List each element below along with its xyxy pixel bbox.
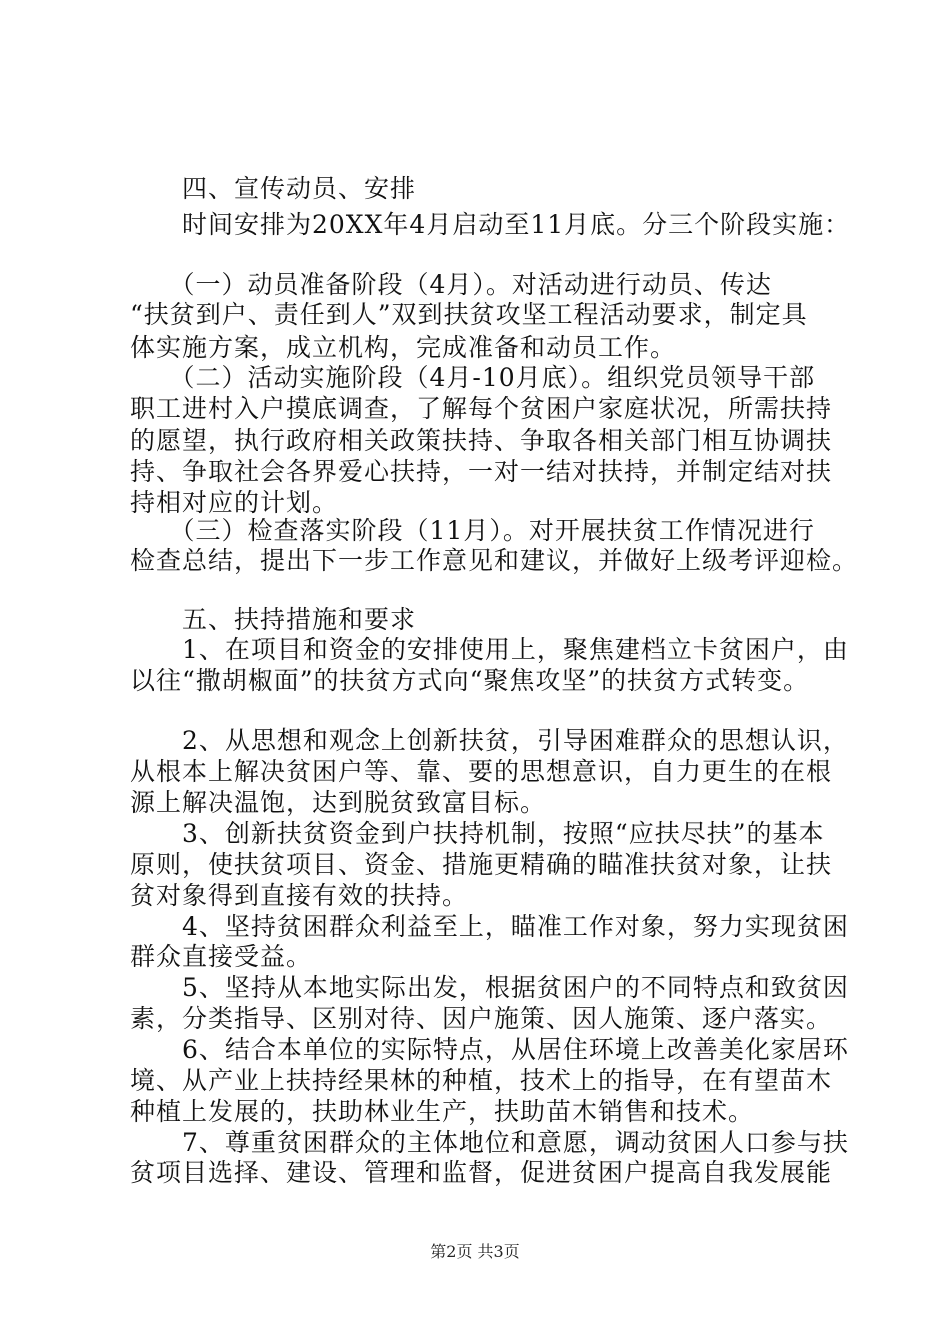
paragraph-line: 贫项目选择、建设、管理和监督，促进贫困户提高自我发展能 [130,1158,833,1187]
paragraph-line: 5、坚持从本地实际出发，根据贫困户的不同特点和致贫因 [130,973,849,1002]
paragraph-line: 体实施方案，成立机构，完成准备和动员工作。 [130,333,677,362]
paragraph-line: 群众直接受益。 [130,942,313,971]
paragraph-line: “扶贫到户、责任到人”双到扶贫攻坚工程活动要求，制定具 [130,300,808,329]
section-heading-5: 五、扶持措施和要求 [130,605,417,634]
page-footer: 第2页 共3页 [430,1242,520,1261]
paragraph-line: （一）动员准备阶段（4月）。对活动进行动员、传达 [130,270,772,299]
paragraph-line: 原则，使扶贫项目、资金、措施更精确的瞄准扶贫对象，让扶 [130,850,833,879]
paragraph-line: 时间安排为20XX年4月启动至11月底。分三个阶段实施： [130,210,851,239]
paragraph-line: 7、尊重贫困群众的主体地位和意愿，调动贫困人口参与扶 [130,1128,849,1157]
paragraph-line: （二）活动实施阶段（4月-10月底）。组织党员领导干部 [130,363,816,392]
paragraph-line: 持、争取社会各界爱心扶持，一对一结对扶持，并制定结对扶 [130,457,833,486]
paragraph-line: 职工进村入户摸底调查，了解每个贫困户家庭状况，所需扶持 [130,394,833,423]
paragraph-line: 检查总结，提出下一步工作意见和建议，并做好上级考评迎检。 [130,546,859,575]
paragraph-line: 素，分类指导、区别对待、因户施策、因人施策、逐户落实。 [130,1004,833,1033]
paragraph-line: 4、坚持贫困群众利益至上，瞄准工作对象，努力实现贫困 [130,912,849,941]
paragraph-line: 1、在项目和资金的安排使用上，聚焦建档立卡贫困户，由 [130,635,849,664]
paragraph-line: 以往“撒胡椒面”的扶贫方式向“聚焦攻坚”的扶贫方式转变。 [130,666,810,695]
paragraph-line: （三）检查落实阶段（11月）。对开展扶贫工作情况进行 [130,516,815,545]
paragraph-line: 源上解决温饱，达到脱贫致富目标。 [130,788,547,817]
paragraph-line: 3、创新扶贫资金到户扶持机制，按照“应扶尽扶”的基本 [130,819,825,848]
paragraph-line: 6、结合本单位的实际特点，从居住环境上改善美化家居环 [130,1035,849,1064]
section-heading-4: 四、宣传动员、安排 [130,174,417,203]
paragraph-line: 的愿望，执行政府相关政策扶持、争取各相关部门相互协调扶 [130,426,833,455]
paragraph-line: 持相对应的计划。 [130,488,339,517]
paragraph-line: 从根本上解决贫困户等、靠、要的思想意识，自力更生的在根 [130,757,833,786]
paragraph-line: 种植上发展的，扶助林业生产，扶助苗木销售和技术。 [130,1097,755,1126]
paragraph-line: 贫对象得到直接有效的扶持。 [130,881,469,910]
paragraph-line: 2、从思想和观念上创新扶贫，引导困难群众的思想认识， [130,726,849,755]
paragraph-line: 境、从产业上扶持经果林的种植，技术上的指导，在有望苗木 [130,1066,833,1095]
